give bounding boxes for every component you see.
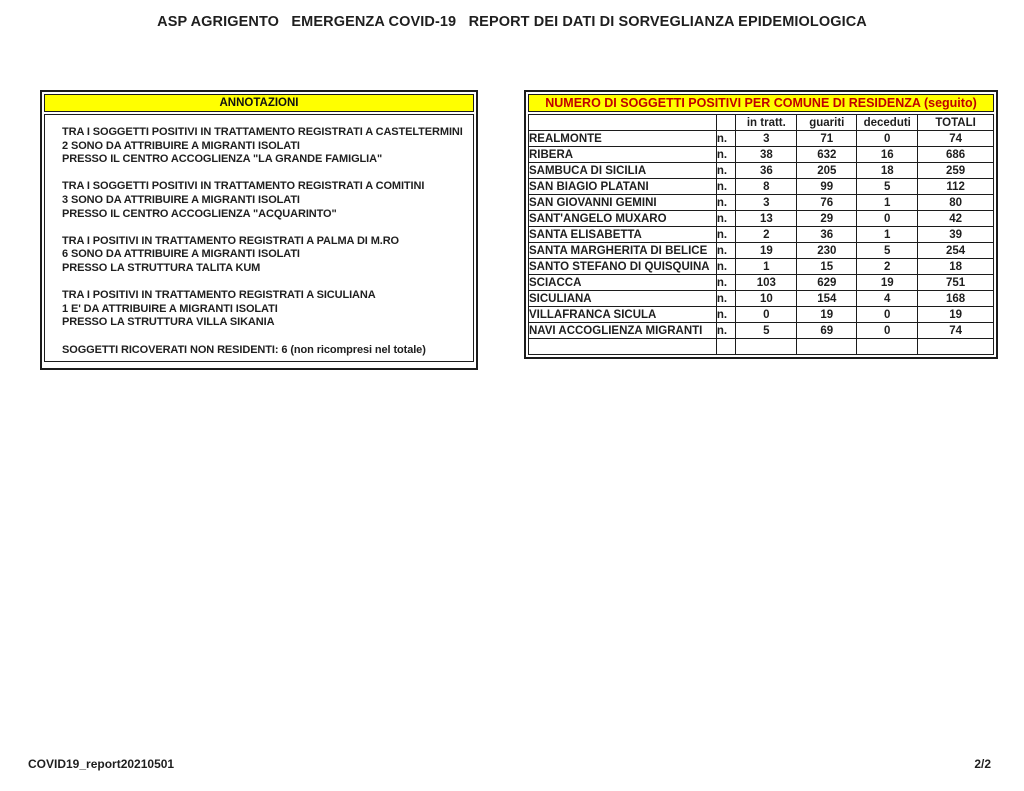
- totali-cell: 686: [918, 147, 994, 163]
- annotation-line: PRESSO IL CENTRO ACCOGLIENZA "ACQUARINTO": [62, 207, 337, 220]
- unit-cell: n.: [716, 195, 736, 211]
- column-header-totali: TOTALI: [918, 115, 994, 131]
- guariti-cell: 36: [797, 227, 857, 243]
- page-title: ASP AGRIGENTO EMERGENZA COVID-19 REPORT DEI DATI DI SORVEGLIANZA EPIDEMIOLOGICA: [157, 14, 867, 30]
- in-tratt-cell: 3: [736, 195, 797, 211]
- table-row: [529, 243, 994, 259]
- in-tratt-cell: 10: [736, 291, 797, 307]
- totali-cell: 74: [918, 131, 994, 147]
- table-row: [529, 147, 994, 163]
- comune-cell: VILLAFRANCA SICULA: [529, 307, 717, 323]
- empty-cell: [736, 339, 797, 355]
- comune-cell: SANT'ANGELO MUXARO: [529, 211, 717, 227]
- unit-cell: n.: [716, 291, 736, 307]
- column-header-deceduti: deceduti: [857, 115, 918, 131]
- comune-cell: SICULIANA: [529, 291, 717, 307]
- unit-cell: n.: [716, 147, 736, 163]
- table-row: [529, 307, 994, 323]
- column-header-comune: [529, 115, 717, 131]
- deceduti-cell: 0: [857, 323, 918, 339]
- deceduti-cell: 1: [857, 227, 918, 243]
- deceduti-cell: 0: [857, 307, 918, 323]
- empty-row: [529, 339, 994, 355]
- totali-cell: 74: [918, 323, 994, 339]
- in-tratt-cell: 38: [736, 147, 797, 163]
- positives-table-title: NUMERO DI SOGGETTI POSITIVI PER COMUNE DI RESIDENZA (seguito): [528, 94, 994, 112]
- in-tratt-cell: 13: [736, 211, 797, 227]
- in-tratt-cell: 3: [736, 131, 797, 147]
- deceduti-cell: 4: [857, 291, 918, 307]
- totali-cell: 42: [918, 211, 994, 227]
- positives-table: [528, 114, 994, 355]
- column-header-in-tratt: in tratt.: [736, 115, 797, 131]
- empty-cell: [918, 339, 994, 355]
- guariti-cell: 69: [797, 323, 857, 339]
- guariti-cell: 629: [797, 275, 857, 291]
- annotation-line: TRA I SOGGETTI POSITIVI IN TRATTAMENTO REGISTRATI A COMITINI: [62, 180, 425, 193]
- guariti-cell: 71: [797, 131, 857, 147]
- positives-table-box: [524, 90, 998, 359]
- annotation-line: [62, 276, 467, 290]
- unit-cell: n.: [716, 179, 736, 195]
- table-row: [529, 195, 994, 211]
- comune-cell: SANTA ELISABETTA: [529, 227, 717, 243]
- unit-cell: n.: [716, 259, 736, 275]
- table-row: [529, 211, 994, 227]
- deceduti-cell: 16: [857, 147, 918, 163]
- empty-cell: [716, 339, 736, 355]
- annotations-header: ANNOTAZIONI: [44, 94, 474, 112]
- unit-cell: n.: [716, 323, 736, 339]
- comune-cell: SANTO STEFANO DI QUISQUINA: [529, 259, 717, 275]
- annotation-line: SOGGETTI RICOVERATI NON RESIDENTI: 6 (non ricompresi nel totale): [62, 343, 426, 356]
- table-row: [529, 227, 994, 243]
- unit-cell: n.: [716, 211, 736, 227]
- annotation-line: PRESSO LA STRUTTURA TALITA KUM: [62, 261, 261, 274]
- page-number: 2/2: [974, 757, 991, 771]
- annotation-line: [62, 221, 467, 235]
- table-row: [529, 275, 994, 291]
- table-row: [529, 323, 994, 339]
- table-row: [529, 131, 994, 147]
- annotation-line: 6 SONO DA ATTRIBUIRE A MIGRANTI ISOLATI: [62, 248, 300, 261]
- in-tratt-cell: 103: [736, 275, 797, 291]
- guariti-cell: 29: [797, 211, 857, 227]
- guariti-cell: 15: [797, 259, 857, 275]
- totali-cell: 80: [918, 195, 994, 211]
- deceduti-cell: 2: [857, 259, 918, 275]
- in-tratt-cell: 19: [736, 243, 797, 259]
- totali-cell: 254: [918, 243, 994, 259]
- comune-cell: SCIACCA: [529, 275, 717, 291]
- table-row: [529, 259, 994, 275]
- annotation-line: PRESSO IL CENTRO ACCOGLIENZA "LA GRANDE FAMIGLIA": [62, 153, 383, 166]
- unit-cell: n.: [716, 227, 736, 243]
- column-header-unit: [716, 115, 736, 131]
- totali-cell: 168: [918, 291, 994, 307]
- annotation-line: 2 SONO DA ATTRIBUIRE A MIGRANTI ISOLATI: [62, 139, 300, 152]
- comune-cell: SAMBUCA DI SICILIA: [529, 163, 717, 179]
- deceduti-cell: 5: [857, 179, 918, 195]
- guariti-cell: 76: [797, 195, 857, 211]
- totali-cell: 112: [918, 179, 994, 195]
- in-tratt-cell: 5: [736, 323, 797, 339]
- comune-cell: REALMONTE: [529, 131, 717, 147]
- unit-cell: n.: [716, 131, 736, 147]
- table-row: [529, 163, 994, 179]
- comune-cell: NAVI ACCOGLIENZA MIGRANTI: [529, 323, 717, 339]
- annotation-line: TRA I POSITIVI IN TRATTAMENTO REGISTRATI A SICULIANA: [62, 289, 376, 302]
- in-tratt-cell: 1: [736, 259, 797, 275]
- footer-filename: COVID19_report20210501: [28, 757, 175, 771]
- column-header-row: [529, 115, 994, 131]
- totali-cell: 751: [918, 275, 994, 291]
- annotation-line: [62, 330, 467, 344]
- column-header-guariti: guariti: [797, 115, 857, 131]
- totali-cell: 18: [918, 259, 994, 275]
- guariti-cell: 230: [797, 243, 857, 259]
- table-row: [529, 291, 994, 307]
- deceduti-cell: 19: [857, 275, 918, 291]
- in-tratt-cell: 8: [736, 179, 797, 195]
- guariti-cell: 632: [797, 147, 857, 163]
- in-tratt-cell: 0: [736, 307, 797, 323]
- annotations-box: [40, 90, 478, 370]
- annotation-line: TRA I SOGGETTI POSITIVI IN TRATTAMENTO REGISTRATI A CASTELTERMINI: [62, 126, 463, 138]
- guariti-cell: 99: [797, 179, 857, 195]
- unit-cell: n.: [716, 163, 736, 179]
- in-tratt-cell: 2: [736, 227, 797, 243]
- comune-cell: SAN GIOVANNI GEMINI: [529, 195, 717, 211]
- annotation-line: PRESSO LA STRUTTURA VILLA SIKANIA: [62, 316, 275, 329]
- annotation-line: [62, 167, 467, 181]
- comune-cell: RIBERA: [529, 147, 717, 163]
- deceduti-cell: 0: [857, 211, 918, 227]
- table-row: [529, 179, 994, 195]
- deceduti-cell: 0: [857, 131, 918, 147]
- table-body: [529, 131, 994, 355]
- unit-cell: n.: [716, 243, 736, 259]
- deceduti-cell: 1: [857, 195, 918, 211]
- unit-cell: n.: [716, 275, 736, 291]
- totali-cell: 259: [918, 163, 994, 179]
- totali-cell: 39: [918, 227, 994, 243]
- comune-cell: SANTA MARGHERITA DI BELICE: [529, 243, 717, 259]
- empty-cell: [797, 339, 857, 355]
- annotation-line: 3 SONO DA ATTRIBUIRE A MIGRANTI ISOLATI: [62, 193, 300, 206]
- comune-cell: SAN BIAGIO PLATANI: [529, 179, 717, 195]
- deceduti-cell: 5: [857, 243, 918, 259]
- in-tratt-cell: 36: [736, 163, 797, 179]
- unit-cell: n.: [716, 307, 736, 323]
- deceduti-cell: 18: [857, 163, 918, 179]
- annotation-line: 1 E' DA ATTRIBUIRE A MIGRANTI ISOLATI: [62, 302, 278, 315]
- empty-cell: [857, 339, 918, 355]
- guariti-cell: 19: [797, 307, 857, 323]
- guariti-cell: 205: [797, 163, 857, 179]
- annotation-line: TRA I POSITIVI IN TRATTAMENTO REGISTRATI A PALMA DI M.RO: [62, 234, 400, 247]
- totali-cell: 19: [918, 307, 994, 323]
- guariti-cell: 154: [797, 291, 857, 307]
- annotations-body: [44, 114, 474, 362]
- empty-cell: [529, 339, 717, 355]
